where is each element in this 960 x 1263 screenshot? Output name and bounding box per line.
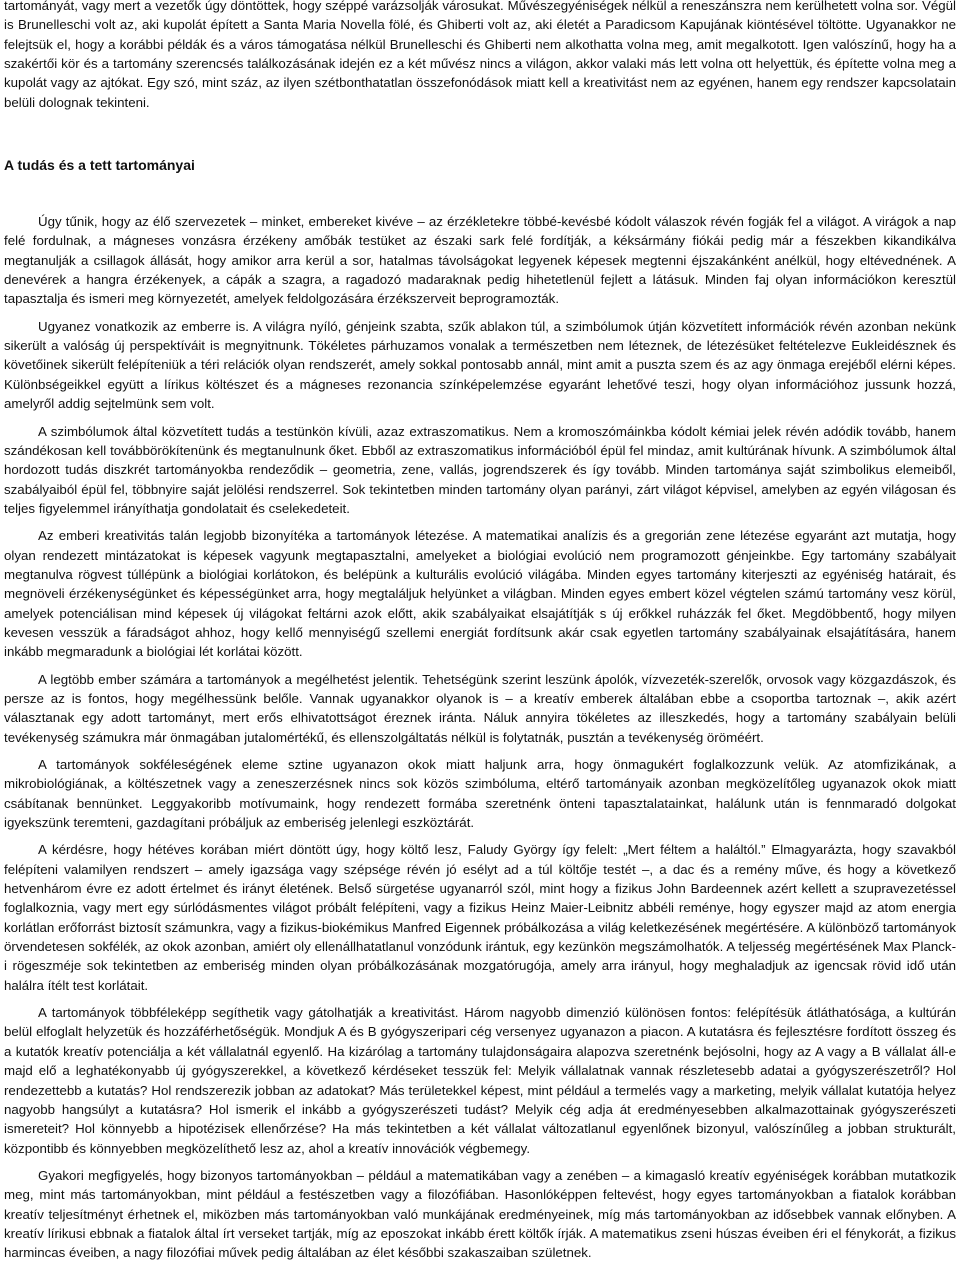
body-paragraph: A tartományok többféleképp segíthetik vagy gátolhatják a kreativitást. Három nagyobb dimenzió különösen fontos: felépítésük átláthatósága, a kultúrán belül elfoglalt helyzetük és hozzáférhetőségük. Mondjuk A és B gyógyszeripari cég versenyez ugyanazon a piacon. A kutatásra és fejlesztésre fordított összeg és a kutatók kreatív potenciálja a két vállalatnál egyenlő. Ha kizárólag a tartomány tulajdonságaira alapozva szeretnénk bejósolni, hogy az A vagy a B vállalat áll-e majd elő a leghatékonyabb új gyógyszerekkel, a következő kérdéseket tesszük fel: Melyik vállalatnak vannak részletesebb adatai a gyógyszerészetről? Hol rendezettebb a kutatás? Hol rendszerezik jobban az adatokat? Más területekkel képest, mint például a termelés vagy a marketing, melyik vállalat kutatója helyez nagyobb hangsúlyt a kutatásra? Hol ismerik el inkább a gyógyszerészeti tudást? Melyik cég adja át eredményesebben alkalmazottainak gyógyszerészeti ismereteit? Hol könnyebb a hipotézisek ellenőrzése? Ha más tekintetben a két vállalat változatlanul egyenlőnek bizonyul, valószínűleg a jobban strukturált, központibb és könnyebben megközelíthető lesz az, ahol a kreatív innovációk végbemegy.: [4, 1005, 956, 1156]
body-paragraph: Ugyanez vonatkozik az emberre is. A világra nyíló, génjeink szabta, szűk ablakon túl, a szimbólumok útján közvetített információk révén azonban nekünk sikerült a valóság új perspektíváit is megnyitnunk. Tökéletes párhuzamos vonalak a természetben nem léteznek, de létezésüket feltételezve Eukleidésznek és követőinek sikerült felépíteniük a téri relációk olyan rendszerét, amely sokkal pontosabb annál, mint amit a puszta szem és az agy önmaga erejéből elérni képes. Különbségeikkel együtt a lírikus költészet és a mágneses rezonancia színképelemzése egyaránt lehetővé teszi, hogy olyan információhoz jussunk hozzá, amelyről addig sejtelmünk sem volt.: [4, 318, 956, 412]
body-paragraph: A legtöbb ember számára a tartományok a megélhetést jelentik. Tehetségünk szerint leszünk ápolók, vízvezeték-szerelők, orvosok vagy közgazdászok, és persze az is fontos, hogy megélhessünk belőle. Vannak ugyanakkor olyanok is – a kreatív emberek általában ebbe a csoportba tartoznak –, akik azért választanak egy adott tartományt, mert erős elhivatottságot éreznek iránta. Náluk annyira tökéletes az illeszkedés, hogy a tartomány szabályain belüli tevékenység számukra már önmagában jutalomértékű, és ellenszolgáltatás nélkül is folytatnák, pusztán a tevékenység öröméért.: [4, 671, 956, 745]
body-paragraph: A tartományok sokféleségének eleme sztine ugyanazon okok miatt haljunk arra, hogy önmagukért foglalkozzunk velük. Az atomfizikának, a mikrobiológiának, a költészetnek vagy a zeneszerzésnek nincs sok közös szimbóluma, eltérő tartományaik azonban megközelítőleg ugyanazok okok miatt csábítanak bennünket. Leggyakoribb motívumaink, hogy rendezett formába szeretnénk önteni tapasztalatainkat, halálunk után is fennmaradó dolgokat igyekszünk teremteni, gazdagítani próbáljuk az emberiség jelenlegi eszköztárát.: [4, 757, 956, 831]
intro-paragraph: tartományát, vagy mert a vezetők úgy döntöttek, hogy széppé varázsolják városukat. Művészegyéniségek nélkül a reneszánszra nem kerülhetett volna sor. Végül is Brunelleschi volt az, aki kupolát épített a Santa Maria Novella fölé, és Ghiberti volt az, aki életét a Paradicsom Kapujának kiöntésével töltötte. Ugyanakkor ne felejtsük el, hogy a korábbi példák és a város támogatása nélkül Brunelleschi és Ghiberti nem alkothatta volna meg, amit megalkotott. Igen valószínű, hogy ha a szakértői kör és a tartomány szerencsés találkozásának idején ez a két művész nincs a világon, akkor valaki más lett volna ott helyettük, és építette volna meg a kupolát vagy az ajtókat. Egy szó, mint száz, az ilyen szétbonthatatlan összefonódások miatt kell a kreativitást nem az egyénen, hanem egy rendszer kapcsolatain belüli dolognak tekinteni.: [4, 0, 956, 110]
body-paragraph: Úgy tűnik, hogy az élő szervezetek – minket, embereket kivéve – az érzékletekre többé-kevésbé kódolt válaszok révén fogják fel a világot. A virágok a nap felé fordulnak, a mágneses vonzásra érzékeny amőbák testüket az északi sark felé fordítják, a kéksármány fiókái pedig már a fészekben kikandikálva megtanulják a csillagok állását, hogy amikor arra kerül a sor, hatalmas távolságokat legyenek képesek megtenni éjszakánként anélkül, hogy eltévednének. A denevérek a hangra érzékenyek, a cápák a szagra, a ragadozó madaraknak pedig hihetetlenül fejlett a látásuk. Minden faj olyan információkon keresztül tapasztalja és ismeri meg környezetét, amelyek feldolgozására érzékszerveit beprogramozták.: [4, 214, 956, 307]
section-heading: A tudás és a tett tartományai: [4, 157, 195, 174]
body-paragraph: Az emberi kreativitás talán legjobb bizonyítéka a tartományok létezése. A matematikai analízis és a gregorián zene létezése egyaránt azt mutatja, hogy olyan rendezett mintázatokat is képesek vagyunk megtapasztalni, amelyeket a biológiai evolúció nem programozott génjeinkbe. Egy tartomány szabályait megtanulva rögvest túllépünk a biológiai korlátokon, és belépünk a kulturális evolúció világába. Minden egyes tartomány kiterjeszti az egyéniség határait, és megnöveli érzékenységünket és képességünket arra, hogy megtaláljuk helyünket a világban. Minden egyes embert közel végtelen számú tartomány vesz körül, amelyek potenciálisan mind képesek új világokat feltárni azok előtt, akik szabályaikat elsajátítják s új erőkkel ruházzák fel őket. Megdöbbentő, hogy milyen kevesen vesszük a fáradságot ahhoz, hogy kellő mennyiségű szellemi energiát fordítsunk akár csak egyetlen tartomány szabályainak elsajátítására, hanem inkább megmaradunk a biológiai lét korlátai között.: [4, 528, 956, 660]
body-paragraph: A kérdésre, hogy hétéves korában miért döntött úgy, hogy költő lesz, Faludy György így felelt: „Mert féltem a haláltól.” Elmagyarázta, hogy szavakból felépíteni valamilyen rendszert – amely igazsága vagy szépsége révén jó esélyt ad a túl költője testét –, a dac és a remény műve, és hogy a következő hetvenhárom évre ez adott értelmet és irányt életének. Belső sürgetése ugyanarról szól, mint hogy a fizikus John Bardeennek azért kellett a szupravezetéssel foglalkoznia, vagy mert egy súrlódásmentes világot próbált felépíteni, vagy a fizikus Heinz Maier-Leibnitz abbéli reménye, hogy egyszer majd az atom energia korlátlan erőforrást biztosít számunkra, vagy a fizikus-biokémikus Manfred Eigennek próbálkozása a világ keletkezésének megértésére. A különböző tartományok örvendetesen sokfélék, az okok azonban, amiért oly ellenállhatatlanul vonzódunk irántuk, egy kezünkön megszámolhatók. A teljesség megértésének Max Planck-i rögeszméje sok tekintetben az emberiség minden olyan próbálkozásának mozgatórugója, amely arra irányul, hogy meghaladjuk az igencsak rövid idő után halálra ítélt test korlátait.: [4, 842, 956, 993]
body-paragraph: A szimbólumok által közvetített tudás a testünkön kívüli, azaz extraszomatikus. Nem a kromoszómáinkba kódolt kémiai jelek révén adódik tovább, hanem szándékosan kell továbbörökítenünk és megtanulnunk őket. Ebből az extraszomatikus információból épül fel mindaz, amit kultúrának hívunk. A szimbólumok által hordozott tudás diszkrét tartományokba rendeződik – geometria, zene, vallás, jogrendszerek és így tovább. Minden tartománya saját szimbolikus elemeiből, szabályaiból épül fel, többnyire saját jelölési rendszerrel. Sok tekintetben minden tartomány olyan parányi, zárt világot képvisel, amelyben az egyén világosan és teljes figyelemmel irányíthatja gondolatait és cselekedeteit.: [4, 423, 956, 516]
section-body: [4, 212, 956, 1263]
body-paragraph: Gyakori megfigyelés, hogy bizonyos tartományokban – például a matematikában vagy a zenében – a kimagasló kreatív egyéniségek korábban mutatkozik meg, mint más tartományokban, mint például a festészetben vagy a filozófiában. Hasonlóképpen feltevést, hogy egyes tartományokban a fiatalok korábban kreatív teljesítményt érhetnek el, miközben más tartományokban való munkájának eredményeinek, míg más tartományokban az idősebbek vannak előnyben. A kreatív lírikusi ebbnak a fiatalok által írt verseket tartják, míg az eposzokat inkább érett költők írják. A matematikus zseni húszas éveiben éri el fénykorát, a fizikus harmincas éveiben, a nagy filozófiai művek pedig általában az élet későbbi szakaszaiban születnek.: [4, 1167, 956, 1261]
